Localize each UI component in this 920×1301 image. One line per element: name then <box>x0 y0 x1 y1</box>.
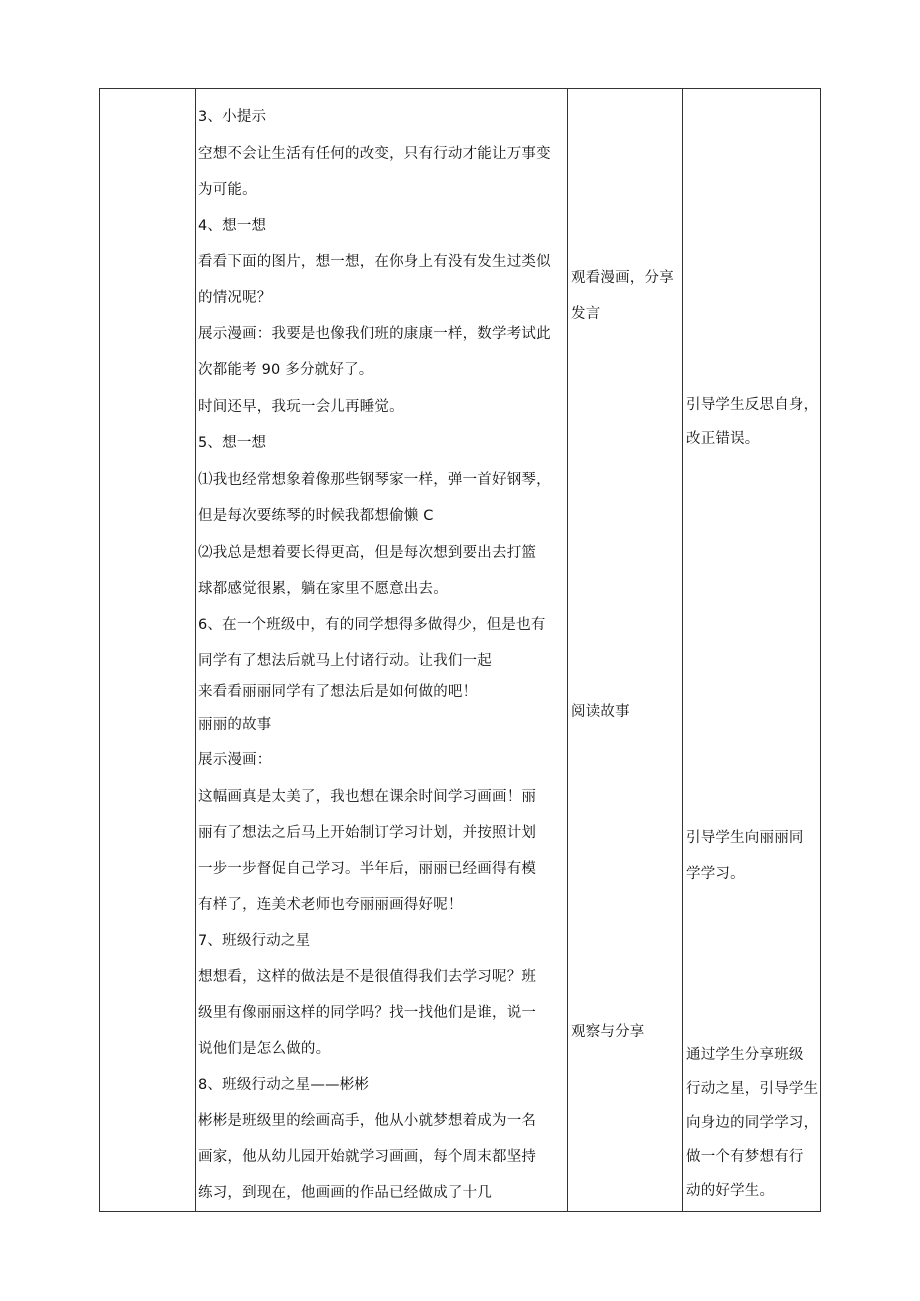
content-line: 这幅画真是太美了，我也想在课余时间学习画画！丽 <box>198 789 537 805</box>
design-intent-line: 改正错误。 <box>686 431 760 447</box>
content-line: 球都感觉很累，躺在家里不愿意出去。 <box>198 581 448 597</box>
design-intent-line: 引导学生向丽丽同 <box>686 830 804 846</box>
content-line: 4、想一想 <box>198 218 267 234</box>
design-intent-line: 向身边的同学学习， <box>686 1115 819 1131</box>
column-divider <box>682 89 683 1211</box>
student-activity-cell <box>569 89 682 1211</box>
content-line: 次都能考 90 多分就好了。 <box>198 362 374 378</box>
student-activity-line: 阅读故事 <box>571 704 630 720</box>
student-activity-line: 观看漫画，分享 <box>571 270 674 286</box>
content-line: 6、在一个班级中，有的同学想得多做得少，但是也有 <box>198 617 546 633</box>
content-line: 丽有了想法之后马上开始制订学习计划，并按照计划 <box>198 825 537 841</box>
content-line: ⑵我总是想着要长得更高，但是每次想到要出去打篮 <box>198 545 537 561</box>
lesson-plan-table <box>99 88 821 1212</box>
content-line: 一步一步督促自己学习。半年后，丽丽已经画得有模 <box>198 861 537 877</box>
content-line: 的情况呢？ <box>198 290 272 306</box>
content-line: 彬彬是班级里的绘画高手，他从小就梦想着成为一名 <box>198 1113 537 1129</box>
design-intent-cell <box>684 89 820 1211</box>
design-intent-line: 通过学生分享班级 <box>686 1047 804 1063</box>
design-intent-line: 行动之星，引导学生 <box>686 1081 819 1097</box>
teaching-content-cell <box>196 89 568 1211</box>
content-line: 展示漫画： <box>198 752 272 768</box>
content-line: 练习，到现在，他画画的作品已经做成了十几 <box>198 1185 492 1201</box>
content-line: 同学有了想法后就马上付诸行动。让我们一起 <box>198 653 492 669</box>
content-line: 为可能。 <box>198 182 257 198</box>
content-line: 级里有像丽丽这样的同学吗？找一找他们是谁，说一 <box>198 1005 537 1021</box>
content-line: 7、班级行动之星 <box>198 933 311 949</box>
design-intent-line: 做一个有梦想有行 <box>686 1149 804 1165</box>
design-intent-line: 学学习。 <box>686 866 745 882</box>
content-line: 时间还早，我玩一会儿再睡觉。 <box>198 399 404 415</box>
content-line: 有样了，连美术老师也夸丽丽画得好呢！ <box>198 897 463 913</box>
student-activity-line: 观察与分享 <box>571 1024 645 1040</box>
content-line: 8、班级行动之星——彬彬 <box>198 1077 370 1093</box>
content-line: 5、想一想 <box>198 435 267 451</box>
design-intent-line: 引导学生反思自身， <box>686 397 819 413</box>
content-line: 来看看丽丽同学有了想法后是如何做的吧！ <box>198 684 478 700</box>
content-line: ⑴我也经常想象着像那些钢琴家一样，弹一首好钢琴， <box>198 472 551 488</box>
content-line: 看看下面的图片，想一想，在你身上有没有发生过类似 <box>198 254 551 270</box>
content-line: 丽丽的故事 <box>198 717 272 733</box>
content-line: 3、小提示 <box>198 109 267 125</box>
design-intent-line: 动的好学生。 <box>686 1183 775 1199</box>
content-line: 想想看，这样的做法是不是很值得我们去学习呢？班 <box>198 969 537 985</box>
content-line: 说他们是怎么做的。 <box>198 1041 331 1057</box>
content-line: 空想不会让生活有任何的改变，只有行动才能让万事变 <box>198 146 551 162</box>
content-line: 但是每次要练琴的时候我都想偷懒 C <box>198 508 434 524</box>
content-line: 画家，他从幼儿园开始就学习画画，每个周末都坚持 <box>198 1149 537 1165</box>
student-activity-line: 发言 <box>571 306 601 322</box>
content-line: 展示漫画：我要是也像我们班的康康一样，数学考试此 <box>198 326 551 342</box>
